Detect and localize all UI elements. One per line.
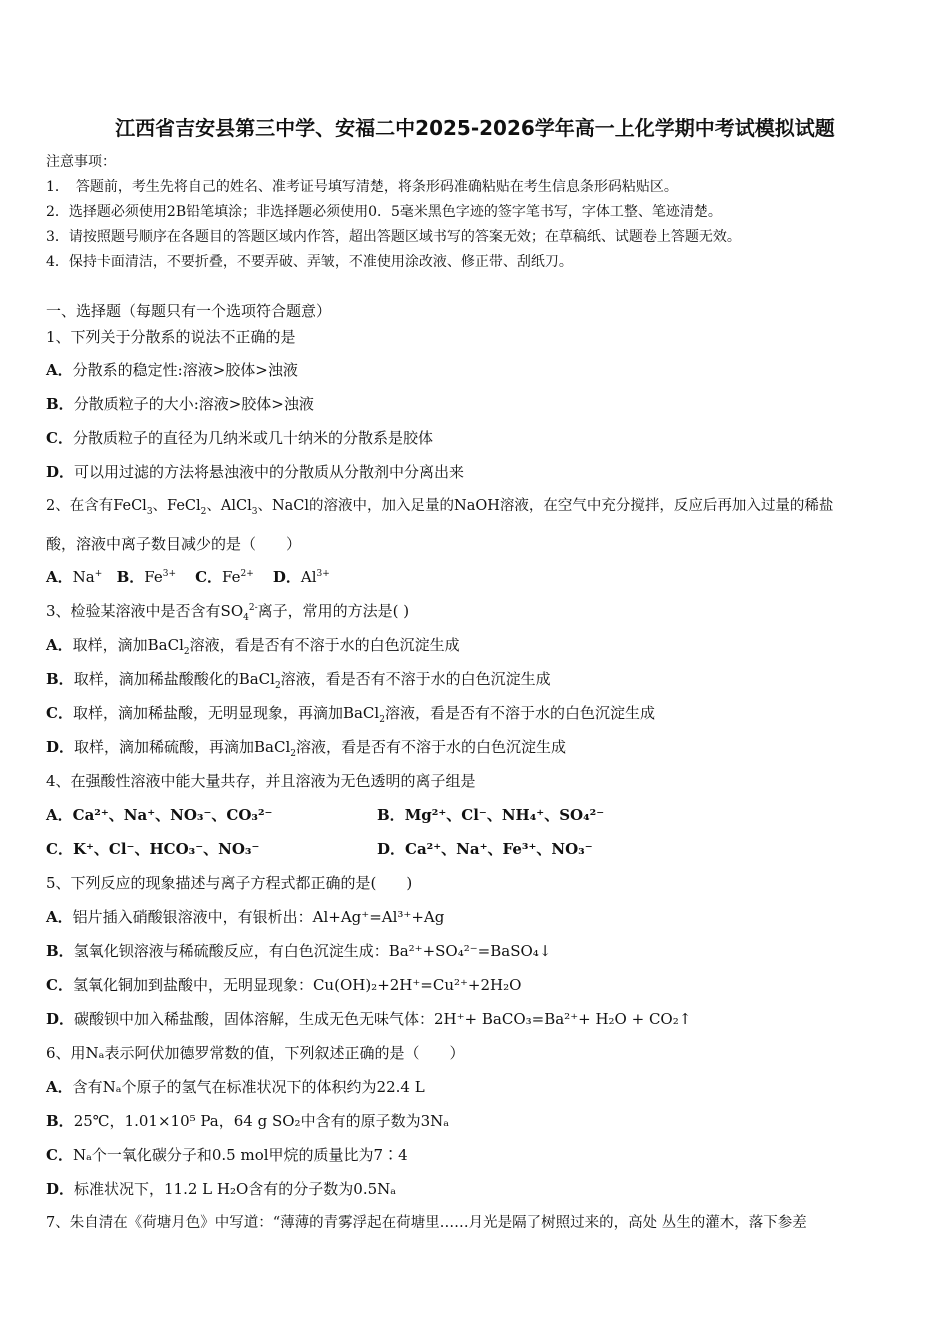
option-text: 分散质粒子的大小:溶液>胶体>浊液 bbox=[73, 395, 314, 413]
question-4-option-a bbox=[46, 805, 272, 825]
option-label: A． bbox=[46, 908, 73, 926]
question-6-stem: 6、用Nₐ表示阿伏加德罗常数的值，下列叙述正确的是（ ） bbox=[46, 1044, 465, 1062]
option-text: 含有Nₐ个原子的氢气在标准状况下的体积约为22.4 L bbox=[72, 1078, 425, 1096]
option-label: A． bbox=[46, 361, 73, 379]
option-text: 分散质粒子的直径为几纳米或几十纳米的分散系是胶体 bbox=[72, 429, 433, 447]
option-label: D． bbox=[46, 1010, 75, 1028]
option-text: Nₐ个一氧化碳分子和0.5 mol甲烷的质量比为7∶4 bbox=[72, 1146, 408, 1164]
question-3-option-a bbox=[46, 635, 460, 655]
superscript: 3+ bbox=[162, 569, 177, 579]
superscript: 3+ bbox=[316, 569, 330, 579]
option-text: 溶液，看是否有不溶于水的白色沉淀生成 bbox=[384, 704, 655, 722]
notice-item-3: 3．请按照题号顺序在各题目的答题区域内作答，超出答题区域书写的答案无效；在草稿纸、试题卷上答题无效。 bbox=[46, 229, 741, 245]
option-label: B． bbox=[46, 670, 74, 688]
option-text: Ca²⁺、Na⁺、NO₃⁻、CO₃²⁻ bbox=[72, 806, 273, 824]
option-text: 分散系的稳定性:溶液>胶体>浊液 bbox=[72, 361, 298, 379]
question-1-option-d bbox=[46, 462, 464, 482]
option-text: 可以用过滤的方法将悬浊液中的分散质从分散剂中分离出来 bbox=[74, 463, 465, 481]
option-label: D． bbox=[46, 463, 75, 481]
notice-item-1: 1． 答题前，考生先将自己的姓名、准考证号填写清楚，将条形码准确粘贴在考生信息条形码粘贴区。 bbox=[46, 179, 678, 195]
notice-item-4: 4．保持卡面清洁，不要折叠，不要弄破、弄皱，不准使用涂改液、修正带、刮纸刀。 bbox=[46, 254, 573, 270]
option-label: D． bbox=[272, 568, 301, 586]
question-4-option-c bbox=[46, 839, 259, 859]
option-label: C． bbox=[46, 1146, 73, 1164]
subscript: 2 bbox=[274, 681, 281, 691]
question-5-stem: 5、下列反应的现象描述与离子方程式都正确的是( ) bbox=[46, 874, 413, 892]
option-label: B． bbox=[46, 1112, 74, 1130]
option-text: 标准状况下，11.2 L H₂O含有的分子数为0.5Nₐ bbox=[74, 1180, 397, 1198]
question-5-option-c bbox=[46, 975, 521, 995]
question-6-option-a bbox=[46, 1077, 425, 1097]
question-6-option-b bbox=[46, 1111, 449, 1131]
option-label: A． bbox=[46, 806, 73, 824]
question-3-option-d bbox=[46, 737, 566, 757]
question-5-option-a bbox=[46, 907, 444, 927]
question-3-option-c bbox=[46, 703, 655, 723]
option-text: 氢氧化铜加到盐酸中，无明显现象：Cu(OH)₂+2H⁺=Cu²⁺+2H₂O bbox=[72, 976, 522, 994]
option-label: D． bbox=[46, 1180, 75, 1198]
option-text: Mg²⁺、Cl⁻、NH₄⁺、SO₄²⁻ bbox=[404, 806, 605, 824]
notice-heading: 注意事项： bbox=[46, 154, 116, 170]
question-3-option-b bbox=[46, 669, 551, 689]
notice-item-2: 2．选择题必须使用2B铅笔填涂；非选择题必须使用0．5毫米黑色字迹的签字笔书写，字体工整、笔迹清楚。 bbox=[46, 204, 722, 220]
option-text: Al bbox=[300, 568, 317, 586]
option-text: 铝片插入硝酸银溶液中，有银析出：Al+Ag⁺=Al³⁺+Ag bbox=[72, 908, 445, 926]
option-label: C． bbox=[46, 429, 73, 447]
stem-part: 离子，常用的方法是( ) bbox=[257, 602, 410, 620]
option-text: Fe bbox=[144, 568, 163, 586]
stem-part: 3、检验某溶液中是否含有SO bbox=[46, 602, 244, 620]
option-text: 溶液，看是否有不溶于水的白色沉淀生成 bbox=[296, 738, 567, 756]
option-label: C． bbox=[46, 840, 73, 858]
option-text: Na bbox=[72, 568, 95, 586]
section-heading: 一、选择题（每题只有一个选项符合题意） bbox=[46, 302, 332, 320]
stem-part: 、FeCl bbox=[152, 498, 201, 514]
question-2-stem-line2: 酸，溶液中离子数目减少的是（ ） bbox=[46, 535, 302, 553]
subscript: 2 bbox=[379, 715, 385, 725]
superscript: 2+ bbox=[240, 569, 254, 579]
question-4-stem: 4、在强酸性溶液中能大量共存，并且溶液为无色透明的离子组是 bbox=[46, 772, 476, 790]
question-7-stem: 7、朱自清在《荷塘月色》中写道：“薄薄的青雾浮起在荷塘里……月光是隔了树照过来的，高处 丛生的灌木，落下参差 bbox=[46, 1215, 807, 1231]
subscript: 3 bbox=[251, 506, 258, 517]
stem-part: 、NaCl的溶液中，加入足量的NaOH溶液，在空气中充分搅拌，反应后再加入过量的稀盐 bbox=[257, 498, 834, 514]
option-text: 取样，滴加稀硫酸，再滴加BaCl bbox=[74, 738, 291, 756]
option-text: 25℃，1.01×10⁵ Pa，64 g SO₂中含有的原子数为3Nₐ bbox=[73, 1112, 450, 1130]
option-label: C． bbox=[195, 568, 223, 586]
question-2-stem bbox=[46, 496, 833, 516]
option-label: C． bbox=[46, 704, 73, 722]
option-label: B． bbox=[46, 942, 74, 960]
question-3-stem bbox=[46, 601, 409, 621]
question-1-option-b bbox=[46, 394, 314, 414]
option-label: C． bbox=[46, 976, 73, 994]
option-label: A． bbox=[46, 636, 73, 654]
option-text: Ca²⁺、Na⁺、Fe³⁺、NO₃⁻ bbox=[405, 840, 593, 858]
option-label: D． bbox=[46, 738, 75, 756]
subscript: 3 bbox=[146, 506, 153, 517]
question-6-option-d bbox=[46, 1179, 396, 1199]
question-5-option-b bbox=[46, 941, 551, 961]
option-label: A． bbox=[46, 1078, 73, 1096]
question-6-option-c bbox=[46, 1145, 408, 1165]
option-text: 溶液，看是否有不溶于水的白色沉淀生成 bbox=[280, 670, 551, 688]
option-label: B． bbox=[46, 395, 74, 413]
page-title: 江西省吉安县第三中学、安福二中2025-2026学年高一上化学期中考试模拟试题 bbox=[115, 116, 835, 140]
option-text: Fe bbox=[222, 568, 241, 586]
option-text: 取样，滴加稀盐酸酸化的BaCl bbox=[73, 670, 275, 688]
question-1-stem: 1、下列关于分散系的说法不正确的是 bbox=[46, 328, 296, 346]
subscript: 4 bbox=[243, 613, 249, 623]
stem-part: 、AlCl bbox=[206, 498, 252, 514]
superscript: + bbox=[94, 569, 103, 579]
subscript: 2 bbox=[183, 647, 190, 657]
option-label: D． bbox=[377, 840, 406, 858]
subscript: 2 bbox=[290, 749, 296, 759]
option-text: 取样，滴加BaCl bbox=[72, 636, 184, 654]
stem-part: 2、在含有FeCl bbox=[46, 498, 147, 514]
question-4-option-d bbox=[377, 839, 593, 859]
option-label: B． bbox=[377, 806, 405, 824]
question-2-options bbox=[46, 567, 330, 587]
option-text: K⁺、Cl⁻、HCO₃⁻、NO₃⁻ bbox=[72, 840, 260, 858]
option-text: 溶液，看是否有不溶于水的白色沉淀生成 bbox=[189, 636, 460, 654]
option-text: 取样，滴加稀盐酸，无明显现象，再滴加BaCl bbox=[72, 704, 380, 722]
option-label: A． bbox=[46, 568, 73, 586]
option-text: 氢氧化钡溶液与稀硫酸反应，有白色沉淀生成：Ba²⁺+SO₄²⁻=BaSO₄↓ bbox=[73, 942, 552, 960]
question-4-option-b bbox=[377, 805, 604, 825]
question-5-option-d bbox=[46, 1009, 691, 1029]
option-text: 碳酸钡中加入稀盐酸，固体溶解，生成无色无味气体：2H⁺+ BaCO₃=Ba²⁺+ H₂O + CO₂↑ bbox=[74, 1010, 692, 1028]
superscript: 2- bbox=[248, 603, 258, 613]
option-label: B． bbox=[116, 568, 145, 586]
question-1-option-c bbox=[46, 428, 433, 448]
subscript: 2 bbox=[200, 506, 207, 517]
question-1-option-a bbox=[46, 360, 298, 380]
